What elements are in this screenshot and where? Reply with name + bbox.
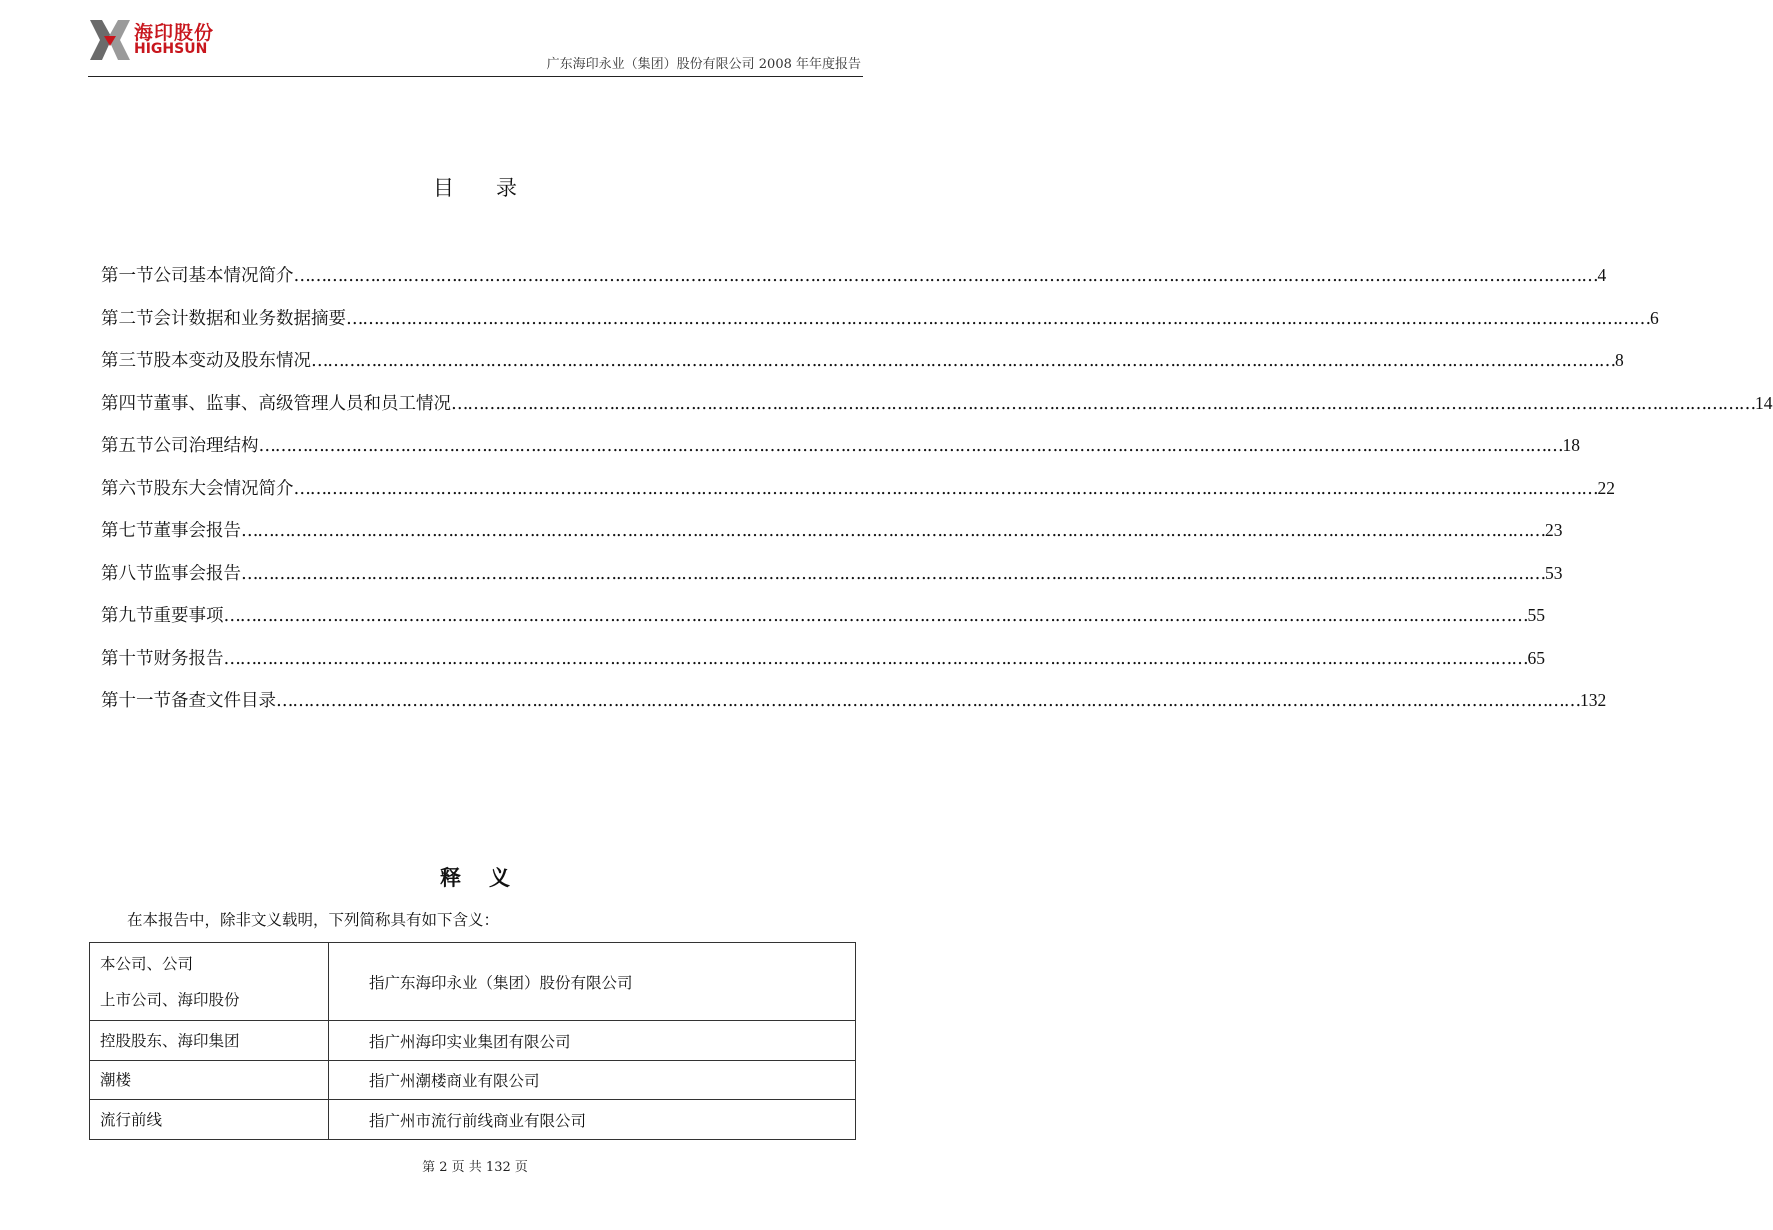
page-footer: 第 2 页 共 132 页 xyxy=(422,1160,528,1175)
report-title: 广东海印永业（集团）股份有限公司 2008 年年度报告 xyxy=(546,57,861,72)
toc-section-name: 重要事项 xyxy=(153,606,224,626)
toc-leader-dots: …………………………………………………………………………………………………………………………………………………………………………………………………………………… xyxy=(293,266,1598,286)
toc-section-number: 第八节 xyxy=(101,563,154,584)
toc-section-number: 第十一节 xyxy=(101,691,171,711)
toc-entry xyxy=(101,560,1563,603)
definition-term xyxy=(90,1021,329,1061)
toc-section-number: 第五节 xyxy=(101,436,154,456)
logo-text-en: HIGHSUN xyxy=(134,41,208,57)
toc-entry xyxy=(101,687,1607,730)
definition-term xyxy=(90,1061,329,1100)
toc-page-number: 18 xyxy=(1562,435,1581,455)
definition-meaning: 指广州海印实业集团有限公司 xyxy=(329,1021,856,1061)
toc-page-number: 55 xyxy=(1527,605,1546,625)
definition-meaning: 指广东海印永业（集团）股份有限公司 xyxy=(329,943,856,1021)
definition-meaning: 指广州市流行前线商业有限公司 xyxy=(329,1100,856,1140)
toc-page-number: 65 xyxy=(1527,647,1546,668)
definition-row xyxy=(90,943,856,1021)
toc-entry xyxy=(101,262,1607,305)
toc-entry xyxy=(101,475,1616,518)
toc-section-name: 公司治理结构 xyxy=(153,436,259,456)
page-header xyxy=(88,14,863,77)
definition-term-text: 本公司、公司 xyxy=(100,954,194,973)
toc-section-number: 第九节 xyxy=(101,606,154,626)
toc-leader-dots: …………………………………………………………………………………………………………………………………………………………………………………………………………………… xyxy=(311,351,1616,371)
toc-section-name: 股本变动及股东情况 xyxy=(153,351,311,371)
toc-entry xyxy=(101,517,1563,560)
toc-entry xyxy=(101,645,1546,688)
toc-section-name: 备查文件目录 xyxy=(171,691,276,711)
toc-leader-dots: …………………………………………………………………………………………………………………………………………………………………………………………………………………… xyxy=(241,563,1546,584)
toc-page-number: 22 xyxy=(1597,477,1616,498)
toc-section-name: 会计数据和业务数据摘要 xyxy=(153,308,346,329)
toc-section-number: 第三节 xyxy=(101,351,154,371)
toc-page-number: 4 xyxy=(1597,265,1607,285)
table-of-contents xyxy=(101,262,1773,730)
toc-leader-dots: …………………………………………………………………………………………………………………………………………………………………………………………………………………… xyxy=(223,606,1528,626)
toc-entry xyxy=(101,390,1773,433)
toc-section-name: 董事、监事、高级管理人员和员工情况 xyxy=(153,393,451,414)
toc-section-number: 第二节 xyxy=(101,308,154,329)
toc-leader-dots: …………………………………………………………………………………………………………………………………………………………………………………………………………………… xyxy=(293,478,1598,499)
toc-section-name: 财务报告 xyxy=(153,648,224,669)
toc-entry xyxy=(101,432,1581,475)
toc-page-number: 53 xyxy=(1545,562,1563,583)
toc-section-number: 第七节 xyxy=(101,521,154,541)
toc-page-number: 6 xyxy=(1650,307,1659,328)
definition-term-text: 上市公司、海印股份 xyxy=(100,990,240,1009)
toc-leader-dots: …………………………………………………………………………………………………………………………………………………………………………………………………………………… xyxy=(346,308,1651,329)
logo-text-cn: 海印股份 xyxy=(134,22,215,44)
toc-leader-dots: …………………………………………………………………………………………………………………………………………………………………………………………………………………… xyxy=(258,436,1563,456)
toc-leader-dots: …………………………………………………………………………………………………………………………………………………………………………………………………………………… xyxy=(451,393,1756,414)
toc-leader-dots: …………………………………………………………………………………………………………………………………………………………………………………………………………………… xyxy=(276,691,1581,711)
definition-term-text: 流行前线 xyxy=(100,1110,163,1129)
definitions-intro: 在本报告中，除非文义载明，下列简称具有如下含义： xyxy=(127,911,500,929)
definition-term-text: 潮楼 xyxy=(100,1071,132,1089)
toc-page-number: 14 xyxy=(1755,392,1773,413)
toc-section-name: 监事会报告 xyxy=(153,563,241,584)
company-logo xyxy=(88,14,228,66)
toc-section-number: 第六节 xyxy=(101,478,154,499)
toc-page-number: 23 xyxy=(1545,520,1563,540)
toc-section-name: 公司基本情况简介 xyxy=(153,266,294,286)
toc-section-name: 股东大会情况简介 xyxy=(153,478,294,499)
toc-section-name: 董事会报告 xyxy=(153,521,241,541)
definition-row xyxy=(90,1100,856,1140)
toc-page-number: 132 xyxy=(1580,690,1607,710)
toc-entry xyxy=(101,602,1546,645)
definition-term xyxy=(90,1100,329,1140)
toc-leader-dots: …………………………………………………………………………………………………………………………………………………………………………………………………………………… xyxy=(223,648,1528,669)
definition-row xyxy=(90,1061,856,1100)
definition-term xyxy=(90,943,329,1021)
toc-entry xyxy=(101,347,1624,390)
definition-row xyxy=(90,1021,856,1061)
toc-section-number: 第一节 xyxy=(101,266,154,286)
definitions-title: 释义 xyxy=(440,865,538,890)
definitions-table xyxy=(89,942,856,1140)
definition-term-text: 控股股东、海印集团 xyxy=(100,1031,240,1050)
toc-page-number: 8 xyxy=(1615,350,1624,370)
toc-section-number: 第十节 xyxy=(101,648,154,669)
toc-section-number: 第四节 xyxy=(101,393,154,414)
toc-leader-dots: …………………………………………………………………………………………………………………………………………………………………………………………………………………… xyxy=(241,521,1546,541)
toc-entry xyxy=(101,305,1659,348)
definition-meaning: 指广州潮楼商业有限公司 xyxy=(329,1061,856,1100)
toc-title: 目录 xyxy=(433,176,559,200)
highsun-logo-mark xyxy=(88,16,132,64)
